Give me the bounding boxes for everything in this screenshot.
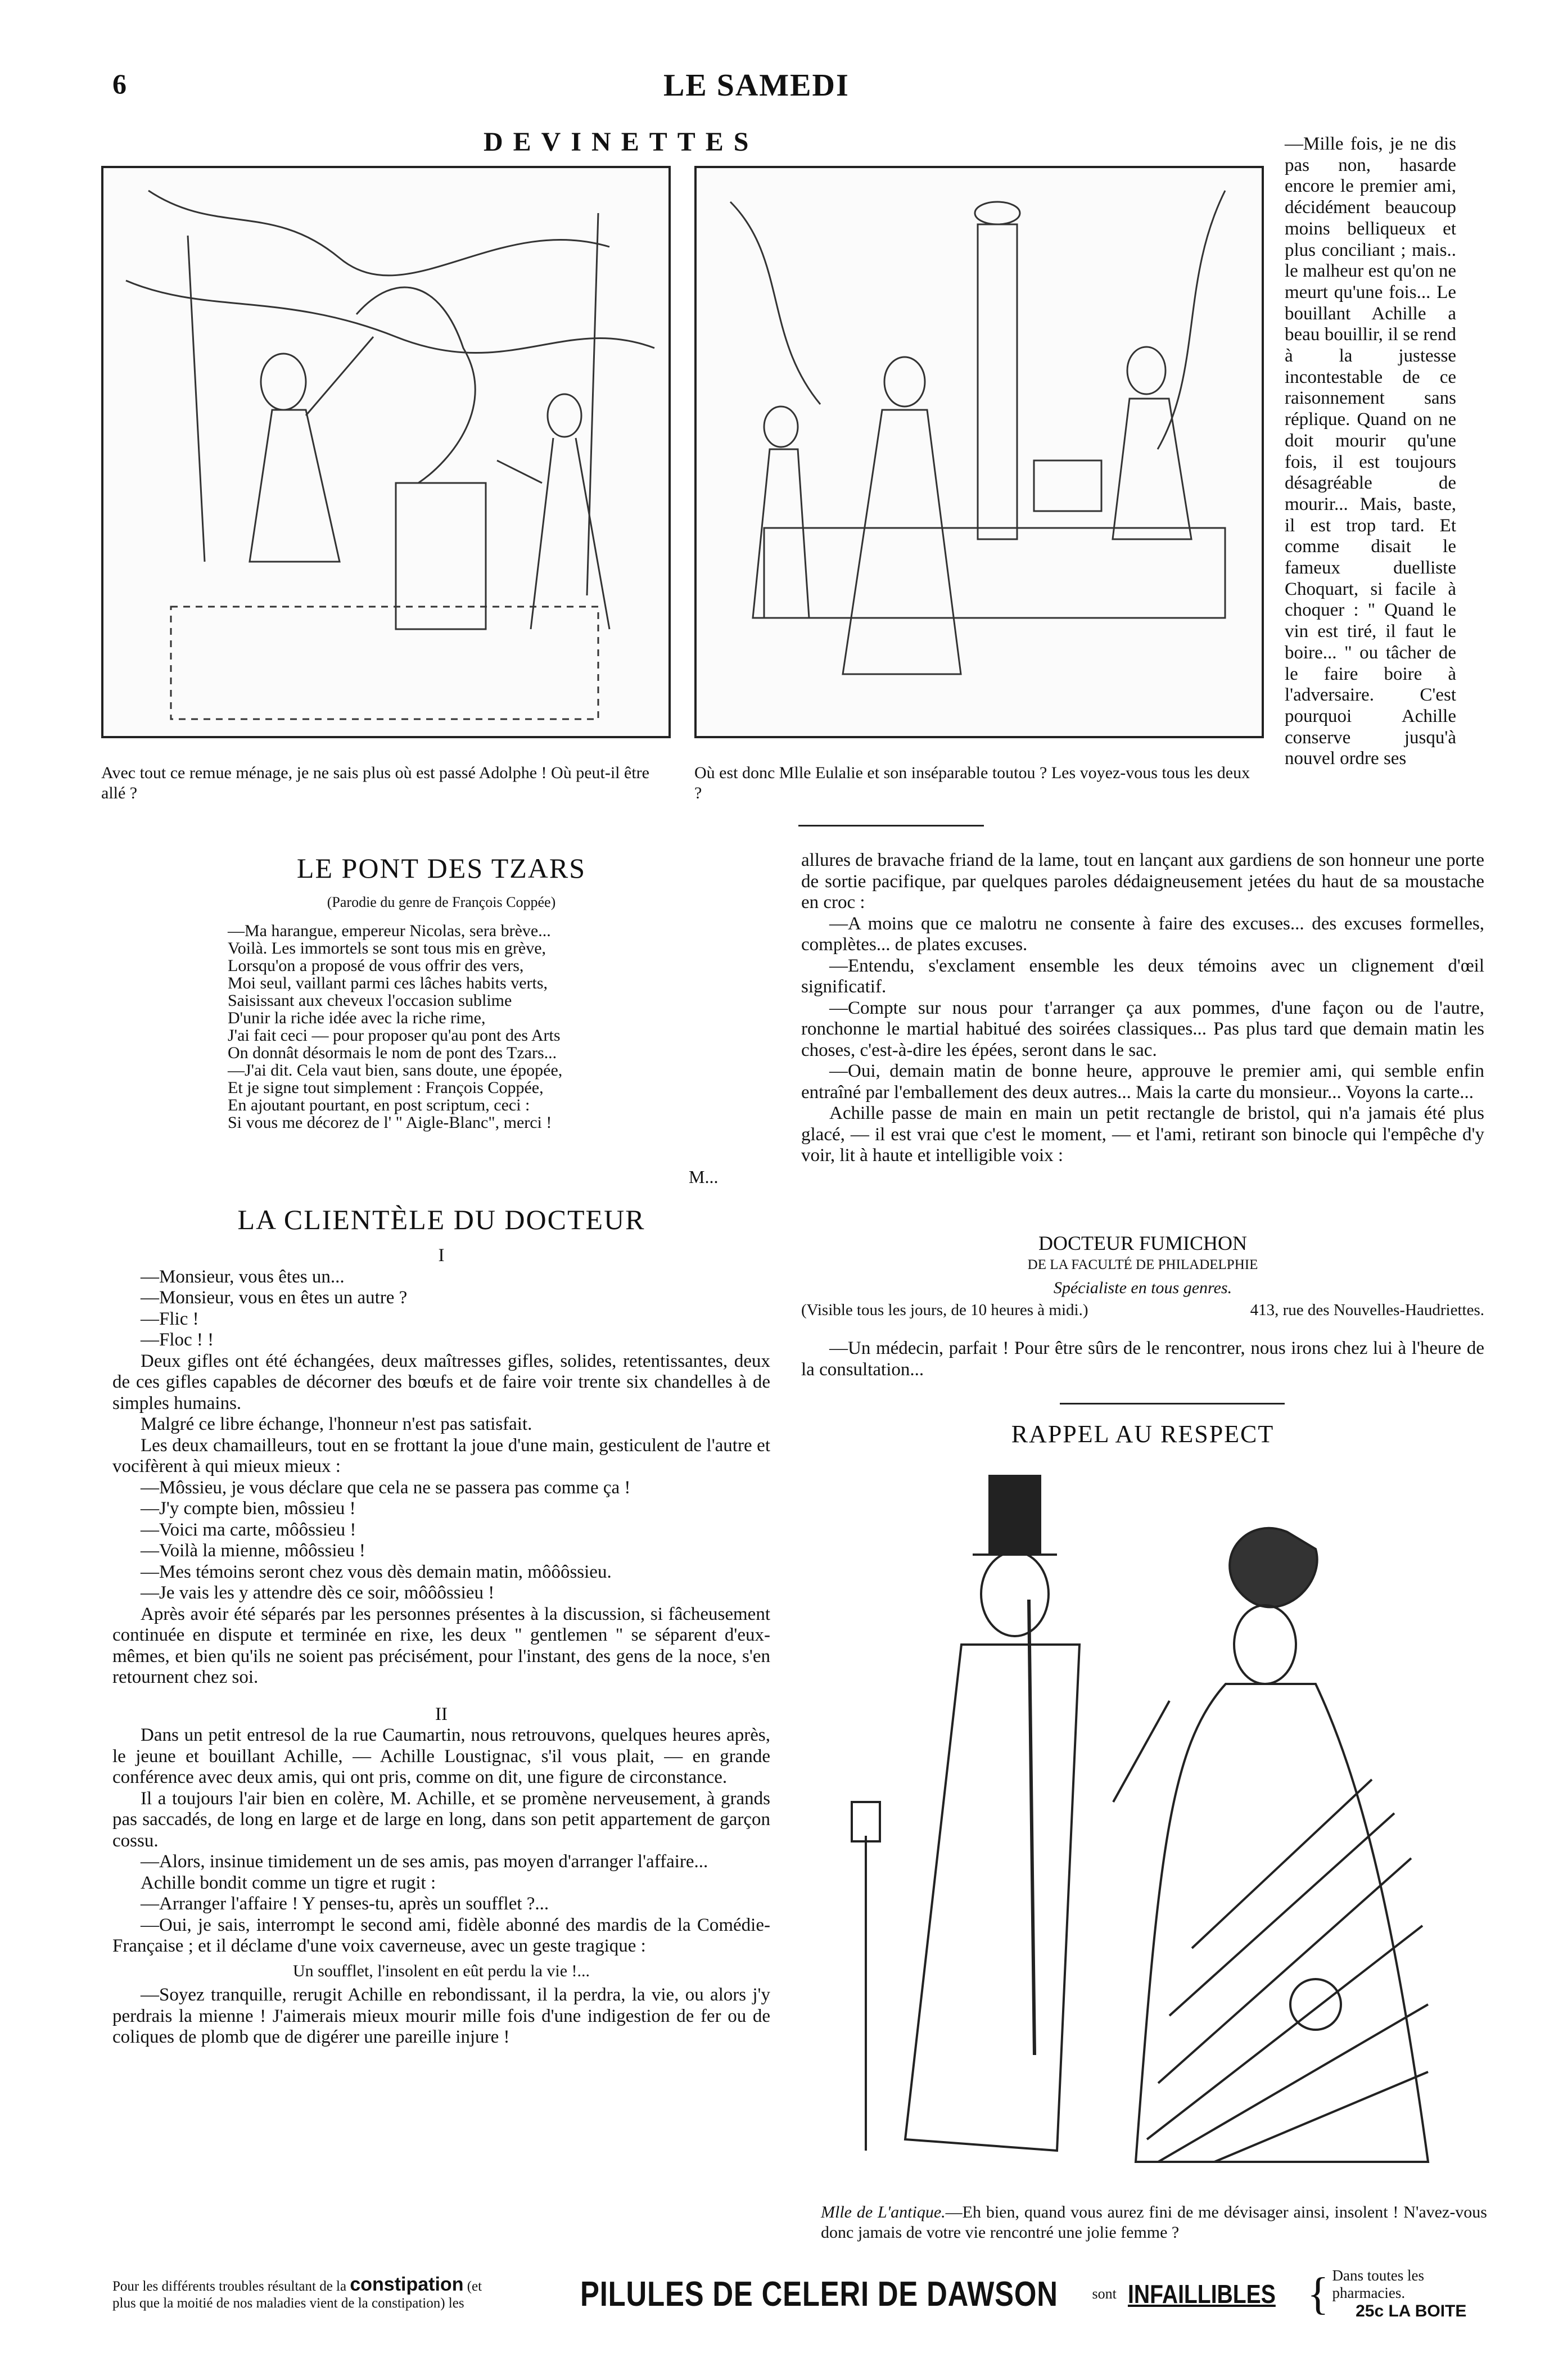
illustration-fountain-scene (694, 166, 1264, 738)
illustration-rappel (821, 1465, 1462, 2190)
ad-brace-icon: { (1307, 2269, 1329, 2319)
part-number: II (435, 1704, 448, 1724)
ad-right-b: 25c LA BOITE (1356, 2302, 1467, 2320)
ad-banner (112, 2269, 1490, 2319)
pont-subtitle: (Parodie du genre de François Coppée) (327, 894, 556, 910)
paragraph: —J'y compte bien, môssieu ! (141, 1498, 356, 1519)
rappel-caption (821, 2202, 1487, 2243)
ad-constipation: constipation (350, 2274, 464, 2295)
poem-line: —Ma harangue, empereur Nicolas, sera brève... (228, 922, 551, 940)
page-number: 6 (112, 68, 127, 100)
paragraph: —Alors, insinue timidement un de ses amis, pas moyen d'arranger l'affaire... (141, 1851, 708, 1872)
paragraph: —Je vais les y attendre dès ce soir, môôôssieu ! (141, 1583, 495, 1603)
rappel-drawing (821, 1465, 1462, 2190)
paragraph: —Soyez tranquille, rerugit Achille en rebondissant, il la perdra, la vie, ou alors j'y perdrais la mienne ! J'aimerais mieux mourir mille fois d'une indigestion de fer ou de coliques de plomb que de digérer une pareille injure ! (112, 1985, 770, 2047)
paragraph: Il a toujours l'air bien en colère, M. Achille, et se promène nerveusement, à grands pas saccadés, de long en large et de large en long, dans son petit appartement de garçon cossu. (112, 1788, 770, 1851)
paragraph: Les deux chamailleurs, tout en se frottant la joue d'une main, gesticulent de l'autre et vocifèrent à qui mieux mieux : (112, 1435, 770, 1476)
clientele-part1 (112, 1245, 770, 2048)
paragraph: —Oui, demain matin de bonne heure, approuve le premier ami, qui semble enfin entraîné par l'emballement des deux autres... Mais la carte du monsieur... Voyons la carte... (801, 1061, 1484, 1103)
ad-product: PILULES DE CELERI DE DAWSON (580, 2274, 1059, 2314)
card-name: DOCTEUR FUMICHON (1038, 1232, 1248, 1254)
divider (798, 825, 984, 827)
ad-sont: sont (1092, 2286, 1117, 2302)
ad-left-a: Pour les différents troubles résultant de la (112, 2279, 347, 2294)
poem-line: Moi seul, vaillant parmi ces lâches habits verts, (228, 974, 548, 992)
paragraph: Deux gifles ont été échangées, deux maîtresses gifles, solides, retentissantes, deux de ces gifles capables de décorner des bœufs et de faire voir trente six chandelles à de simples humains. (112, 1351, 770, 1413)
poem-line: —J'ai dit. Cela vaut bien, sans doute, une épopée, (228, 1061, 563, 1080)
paragraph: allures de bravache friand de la lame, tout en lançant aux gardiens de son honneur une porte de sortie pacifique, par quelques paroles dédaigneusement jetées du haut de sa moustache en croc : (801, 850, 1484, 913)
ad-right-a: Dans toutes les pharmacies. (1332, 2267, 1424, 2301)
paragraph: —Compte sur nous pour t'arranger ça aux pommes, d'une façon ou de l'autre, ronchonne le martial habitué des soirées classiques... Pas plus tard que demain matin les choses, c'est-à-dire les épées, seront dans le sac. (801, 997, 1484, 1060)
rappel-caption-speaker: Mlle de L'antique. (821, 2203, 946, 2221)
caption-right: Où est donc Mlle Eulalie et son inséparable toutou ? Les voyez-vous tous les deux ? (694, 764, 1250, 802)
clientele-title: LA CLIENTÈLE DU DOCTEUR (237, 1204, 645, 1235)
paragraph: —Monsieur, vous en êtes un autre ? (141, 1288, 408, 1308)
illustration-garden-scene (101, 166, 671, 738)
paragraph: —Floc ! ! (141, 1330, 214, 1350)
poem-line: Et je signe tout simplement : François Coppée, (228, 1078, 544, 1097)
caption-left: Avec tout ce remue ménage, je ne sais plus où est passé Adolphe ! Où peut-il être allé ? (101, 764, 649, 802)
journal-title: LE SAMEDI (663, 68, 850, 103)
poem-line: Saisissant aux cheveux l'occasion sublime (228, 991, 512, 1010)
paragraph: —Un médecin, parfait ! Pour être sûrs de le rencontrer, nous irons chez lui à l'heure de la consultation... (801, 1338, 1484, 1380)
paragraph: —A moins que ce malotru ne consente à faire des excuses... des excuses formelles, complètes... de plates excuses. (801, 913, 1484, 955)
clientele-right-column (801, 850, 1484, 1167)
pont-title: LE PONT DES TZARS (296, 852, 586, 884)
paragraph: —Mes témoins seront chez vous dès demain matin, môôôssieu. (141, 1561, 612, 1582)
paragraph: —Monsieur, vous êtes un... (141, 1266, 345, 1287)
paragraph: Achille bondit comme un tigre et rugit : (141, 1872, 436, 1893)
paragraph: —Voilà la mienne, môôssieu ! (141, 1541, 365, 1561)
paragraph: —Arranger l'affaire ! Y penses-tu, après un soufflet ?... (141, 1894, 549, 1914)
garden-scene-drawing (103, 168, 668, 736)
paragraph: —Flic ! (141, 1308, 199, 1329)
fountain-scene-drawing (697, 168, 1262, 736)
ad-left-c: plus que la moitié de nos maladies vient de la constipation) les (112, 2296, 464, 2311)
paragraph: Après avoir été séparés par les personnes présentes à la discussion, si fâcheusement continuée en dispute et terminée en rixe, les deux " gentlemen " se séparent d'eux-mêmes, et bien qu'ils ne soient pas précisément, pour l'instant, des gens de la noce, s'en retournent chez soi. (112, 1604, 770, 1687)
ad-left-text (112, 2276, 580, 2312)
paragraph: —Voici ma carte, môôssieu ! (141, 1519, 356, 1540)
part-number: I (438, 1245, 445, 1266)
ad-infaillibles: INFAILLIBLES (1127, 2279, 1276, 2309)
poem-line: En ajoutant pourtant, en post scriptum, ceci : (228, 1096, 530, 1114)
poem-line: Lorsqu'on a proposé de vous offrir des vers, (228, 956, 524, 975)
poem-line: D'unir la riche idée avec la riche rime, (228, 1009, 486, 1027)
rappel-title: RAPPEL AU RESPECT (1011, 1420, 1275, 1448)
card-hours: (Visible tous les jours, de 10 heures à midi.) (801, 1301, 1088, 1319)
ad-left-b: (et (467, 2279, 482, 2294)
card-address: 413, rue des Nouvelles-Haudriettes. (1250, 1301, 1484, 1319)
rappel-caption-text: —Eh bien, quand vous aurez fini de me dévisager ainsi, insolent ! N'avez-vous donc jamais de votre vie rencontré une jolie femme ? (821, 2203, 1487, 2242)
poem-line: Si vous me décorez de l' " Aigle-Blanc", merci ! (228, 1113, 552, 1132)
paragraph: —Môssieu, je vous déclare que cela ne se passera pas comme ça ! (141, 1477, 631, 1498)
poem-line: On donnât désormais le nom de pont des Tzars... (228, 1044, 557, 1062)
pont-signature: M... (689, 1167, 719, 1187)
poem-line: Voilà. Les immortels se sont tous mis en grève, (228, 939, 546, 958)
quote-line: Un soufflet, l'insolent en eût perdu la vie !... (292, 1961, 590, 1980)
paragraph: Dans un petit entresol de la rue Caumartin, nous retrouvons, quelques heures après, le jeune et bouillant Achille, — Achille Loustignac, s'il vous plait, — en grande conférence avec deux amis, qui ont pris, comme on dit, une figure de circonstance. (112, 1725, 770, 1787)
card-faculty: DE LA FACULTÉ DE PHILADELPHIE (1027, 1257, 1258, 1272)
card-specialty: Spécialiste en tous genres. (1053, 1279, 1232, 1297)
narrow-text: —Mille fois, je ne dis pas non, hasarde encore le premier ami, décidément beaucoup moins belliqueux et plus conciliant ; mais.. le malheur est qu'on ne meurt qu'une fois... Le bouillant Achille a beau bouillir, il se rend à la justesse incontestable de ce raisonnement sans réplique. Quand on ne doit mourir qu'une fois, il est toujours désagréable de mourir... Mais, baste, il est trop tard. Et comme disait le fameux duelliste Choquart, si facile à choquer : " Quand le vin est tiré, il faut le boire... " ou tâcher de le faire boire à l'adversaire. C'est pourquoi Achille conserve jusqu'à nouvel ordre ses (1285, 134, 1456, 769)
divider (1060, 1403, 1285, 1404)
clientele-closing (801, 1338, 1484, 1380)
paragraph: Achille passe de main en main un petit rectangle de bristol, qui n'a jamais été plus glacé, — il est vrai que c'est le moment, — et l'ami, retirant son binocle qui l'empêche d'y voir, lit à haute et intelligible voix : (801, 1103, 1484, 1166)
narrow-column (1285, 134, 1456, 770)
paragraph: —Entendu, s'exclament ensemble les deux témoins avec un clignement d'œil significatif. (801, 955, 1484, 997)
ad-right (1332, 2267, 1490, 2321)
poem-line: J'ai fait ceci — pour proposer qu'au pont des Arts (228, 1026, 561, 1045)
doctor-card (801, 1231, 1484, 1320)
paragraph: —Oui, je sais, interrompt le second ami, fidèle abonné des mardis de la Comédie-Française ; et il déclame d'une voix caverneuse, avec un geste tragique : (112, 1914, 770, 1956)
pont-poem (228, 922, 767, 1131)
paragraph: Malgré ce libre échange, l'honneur n'est pas satisfait. (141, 1414, 532, 1434)
section-title: DEVINETTES (484, 127, 759, 157)
